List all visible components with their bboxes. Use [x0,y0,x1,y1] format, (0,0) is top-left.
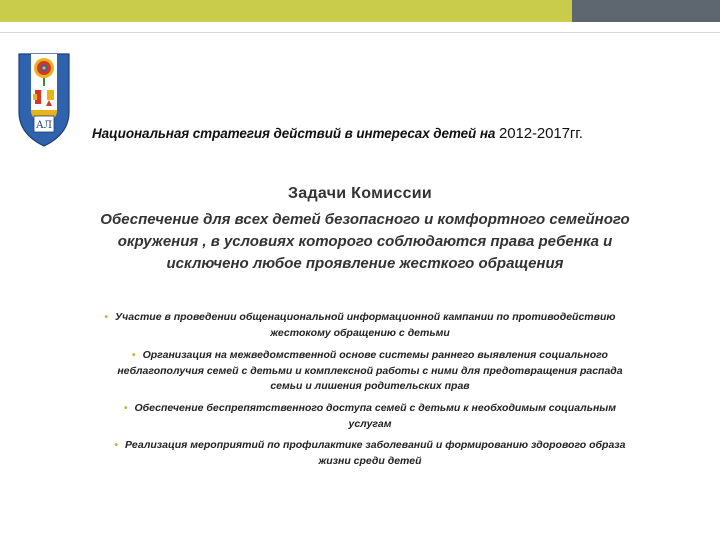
list-item: • Реализация мероприятий по профилактике заболеваний и формированию здорового образа жизни среди детей [114,439,626,467]
coat-of-arms-icon [16,50,72,150]
top-divider [0,32,720,33]
bullet-icon: • [114,440,119,451]
subtitle [40,209,690,275]
list-item: • Обеспечение беспрепятственного доступа семей с детьми к необходимым социальным услугам [123,402,617,430]
crest-letters: АЛ [36,120,52,131]
header-years: 2012-2017гг. [498,125,583,142]
subtitle-line: Обеспечение для всех детей безопасного и комфортного семейного [100,211,630,228]
bullet-icon: • [123,403,128,414]
list-item: • Участие в проведении общенациональной информационной кампании по противодействию жестокому обращению с детьми [104,311,616,339]
header-title [92,125,692,142]
subtitle-line: исключено любое проявление жесткого обращения [166,255,564,272]
header-title-text: Национальная стратегия действий в интересах детей на [92,126,496,141]
list-item: • Организация на межведомственной основе системы раннего выявления социального неблагополучия семей с детьми и комплексной работы с ними для предотвращения распада семьи и лишения родительских прав [117,349,623,392]
top-accent-bar [0,0,720,22]
top-accent-olive [0,0,572,22]
subtitle-line: окружения , в условиях которого соблюдаются права ребенка и [117,233,613,250]
bullet-icon: • [104,312,109,323]
bullet-icon: • [132,350,136,361]
top-accent-gray [572,0,720,22]
section-title: Задачи Комиссии [287,185,433,202]
